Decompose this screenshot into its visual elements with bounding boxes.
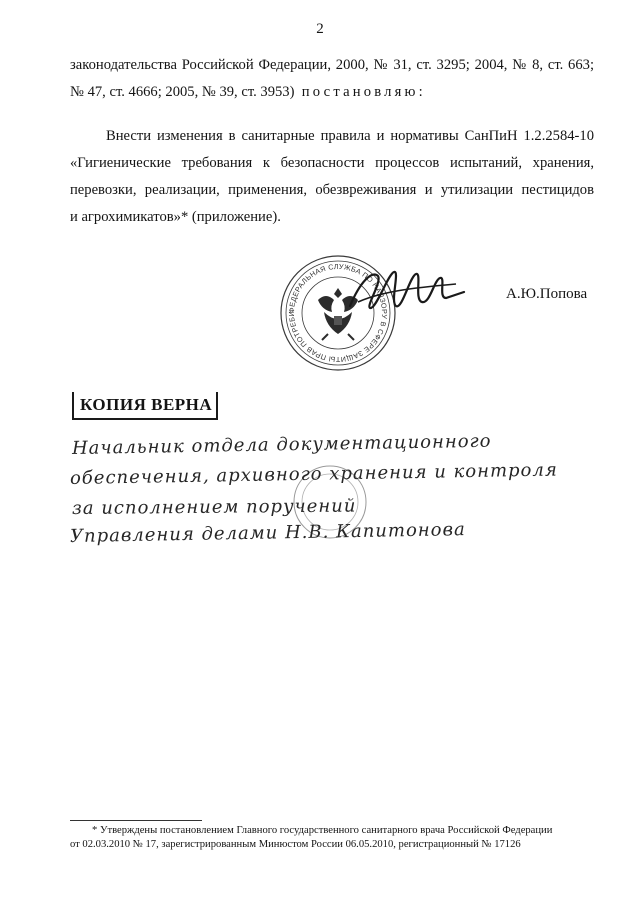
page-number: 2 bbox=[316, 21, 324, 37]
seal-ring-text: ФЕДЕРАЛЬНАЯ СЛУЖБА ПО НАДЗОРУ В СФЕРЕ ЗАЩИТЫ ПРАВ ПОТРЕБИТЕЛЕЙ И БЛАГОПОЛУЧИЯ ЧЕЛОВЕКА (РОСПОТРЕБНАДЗОР) bbox=[259, 247, 390, 365]
para-line-4: и агрохимикатов»* (приложение). bbox=[70, 209, 281, 225]
footnote-line-1: * Утверждены постановлением Главного государственного санитарного врача Российской Федерации bbox=[92, 825, 553, 836]
footnote-line-2: от 02.03.2010 № 17, зарегистрированным Минюстом России 06.05.2010, регистрационный № 17126 bbox=[70, 839, 521, 850]
handwritten-line-4: Управления делами Н.В. Капитонова bbox=[69, 519, 466, 547]
para-line-2: «Гигиенические требования к безопасности процессов испытаний, хранения, bbox=[70, 155, 594, 171]
signatory-name: А.Ю.Попова bbox=[506, 286, 588, 302]
signature-mark bbox=[330, 262, 470, 322]
copy-verified-stamp: КОПИЯ ВЕРНА bbox=[72, 392, 218, 420]
para-line-1: Внести изменения в санитарные правила и нормативы СанПиН 1.2.2584-10 bbox=[106, 128, 594, 144]
resolution-word: постановляю: bbox=[301, 84, 426, 100]
handwritten-line-3: за исполнением поручений bbox=[71, 495, 357, 519]
handwritten-line-1: Начальник отдела документационного bbox=[71, 430, 492, 459]
body-line-1: законодательства Российской Федерации, 2000, № 31, ст. 3295; 2004, № 8, ст. 663; bbox=[70, 57, 594, 73]
para-line-3: перевозки, реализации, применения, обезвреживания и утилизации пестицидов bbox=[70, 182, 594, 198]
handwritten-line-2: обеспечения, архивного хранения и контроля bbox=[69, 459, 558, 489]
body-line-2 bbox=[70, 84, 426, 101]
body-line-2-text: № 47, ст. 4666; 2005, № 39, ст. 3953) bbox=[70, 84, 295, 100]
footnote-rule bbox=[70, 820, 202, 821]
